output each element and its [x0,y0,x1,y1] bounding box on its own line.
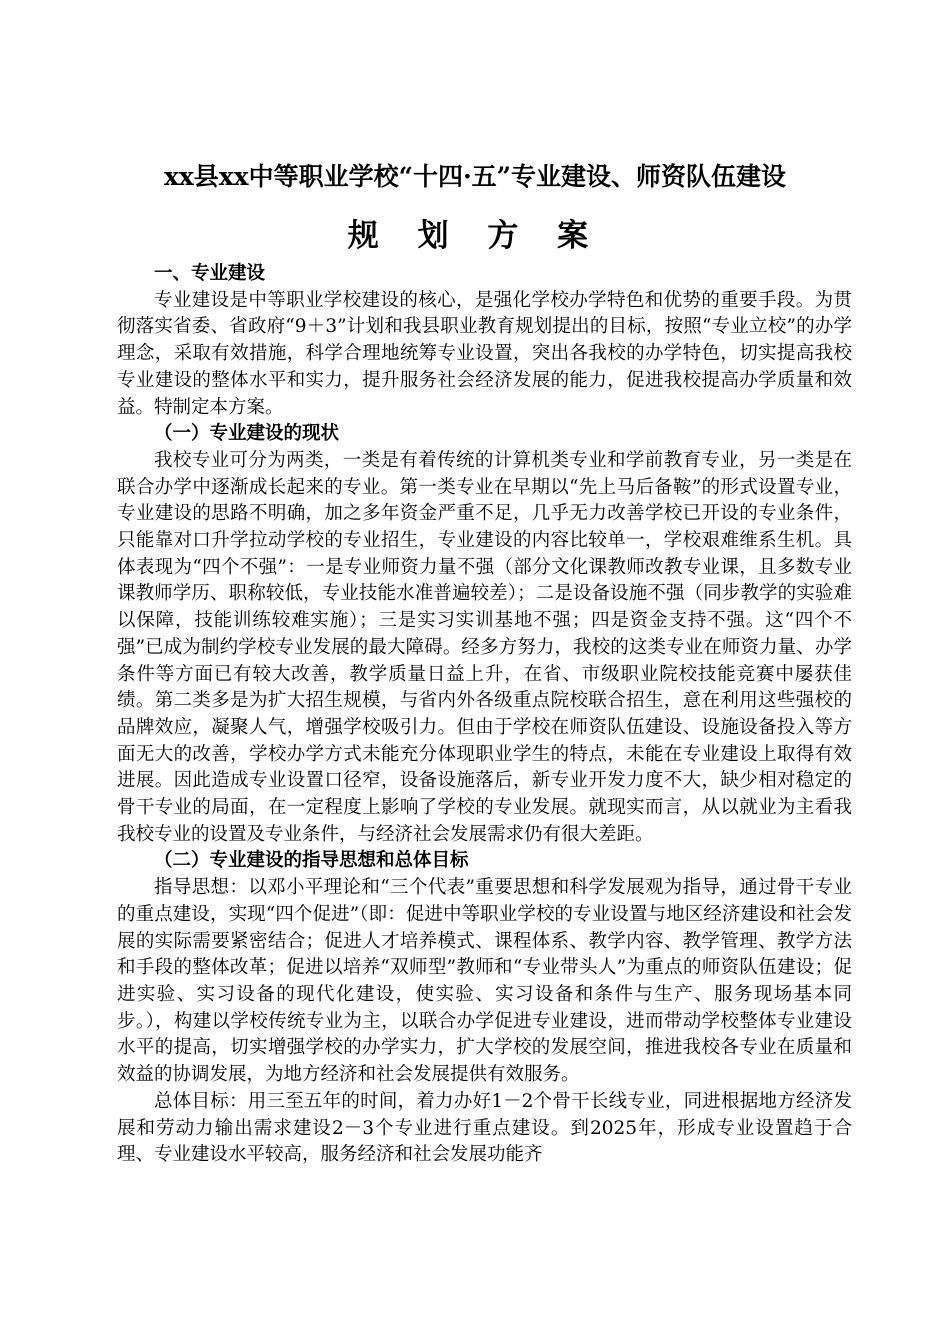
status-paragraph: 我校专业可分为两类，一类是有着传统的计算机类专业和学前教育专业，另一类是在联合办学中逐渐成长起来的专业。第一类专业在早期以“先上马后备鞍”的形式设置专业，专业建设的思路不明确，加之多年资金严重不足，几乎无力改善学校已开设的专业条件，只能靠对口升学拉动学校的专业招生，专业建设的内容比较单一，学校艰难维系生机。具体表现为“四个不强”：一是专业师资力量不强（部分文化课教师改教专业课，且多数专业课教师学历、职称较低，专业技能水准普遍较差）；二是设备设施不强（同步教学的实验难以保障，技能训练较难实施）；三是实习实训基地不强；四是资金支持不强。这“四个不强”已成为制约学校专业发展的最大障碍。经多方努力，我校的这类专业在师资力量、办学条件等方面已有较大改善，教学质量日益上升，在省、市级职业院校技能竞赛中屡获佳绩。第二类多是为扩大招生规模，与省内外各级重点院校联合招生，意在利用这些强校的品牌效应，凝聚人气，增强学校吸引力。但由于学校在师资队伍建设、设施设备投入等方面无大的改善，学校办学方式未能充分体现职业学生的特点，未能在专业建设上取得有效进展。因此造成专业设置口径窄，设备设施落后，新专业开发力度不大，缺少相对稳定的骨干专业的局面，在一定程度上影响了学校的专业发展。就现实而言，从以就业为主看我我校专业的设置及专业条件，与经济社会发展需求仍有很大差距。 [117,449,852,845]
document-body [117,261,852,1169]
guiding-ideology-paragraph: 指导思想：以邓小平理论和“三个代表”重要思想和科学发展观为指导，通过骨干专业的重点建设，实现“四个促进”（即：促进中等职业学校的专业设置与地区经济建设和社会发展的实际需要紧密结合；促进人才培养模式、课程体系、教学内容、教学管理、教学方法和手段的整体改革；促进以培养“双师型”教师和“专业带头人”为重点的师资队伍建设；促进实验、实习设备的现代化建设，使实验、实习设备和条件与生产、服务现场基本同步。），构建以学校传统专业为主，以联合办学促进专业建设，进而带动学校整体专业建设水平的提高，切实增强学校的办学实力，扩大学校的发展空间，推进我校各专业在质量和效益的协调发展，为地方经济和社会发展提供有效服务。 [117,877,852,1086]
subsection-heading-guidance: （二）专业建设的指导思想和总体目标 [154,850,469,872]
document-subtitle: 规 划 方 案 [347,218,603,254]
subsection-heading-status: （一）专业建设的现状 [154,423,340,445]
document-title: xx县xx中等职业学校“十四·五”专业建设、师资队伍建设 [163,162,787,191]
section-intro-paragraph: 专业建设是中等职业学校建设的核心，是强化学校办学特色和优势的重要手段。为贯彻落实省委、省政府“9＋3”计划和我县职业教育规划提出的目标，按照“专业立校”的办学理念，采取有效措施，科学合理地统筹专业设置，突出各我校的办学特色，切实提高我校专业建设的整体水平和实力，提升服务社会经济发展的能力，促进我校提高办学质量和效益。特制定本方案。 [117,289,852,418]
overall-goal-paragraph: 总体目标：用三至五年的时间，着力办好1－2个骨干长线专业，同进根据地方经济发展和劳动力输出需求建设2－3个专业进行重点建设。到2025年，形成专业设置趋于合理、专业建设水平较高，服务经济和社会发展功能齐 [117,1090,852,1166]
section-heading: 一、专业建设 [154,263,266,284]
